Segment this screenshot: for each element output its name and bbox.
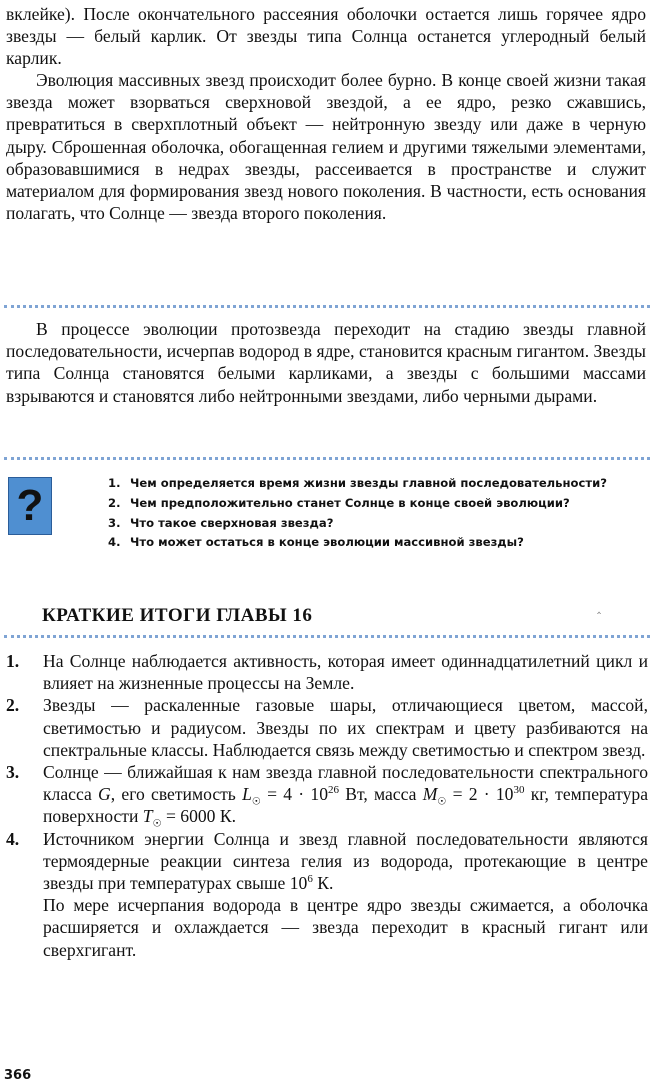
question-item bbox=[108, 533, 648, 553]
sun-subscript: ☉ bbox=[251, 796, 261, 808]
summary-text bbox=[43, 761, 648, 828]
summary-number: 1. bbox=[6, 651, 20, 671]
summary-number: 3. bbox=[6, 762, 20, 783]
summary-item bbox=[6, 694, 648, 761]
question-text: Чем определяется время жизни звезды главной последовательности? bbox=[130, 476, 607, 490]
summary-text bbox=[43, 828, 648, 961]
question-number: 1. bbox=[108, 476, 121, 490]
paragraph-white-dwarf: вклейке). После окончательного рассеяния оболочки остается лишь горячее ядро звезды — белый карлик. От звезды типа Солнца останется углеродный белый карлик. bbox=[6, 4, 646, 69]
sun-subscript: ☉ bbox=[152, 818, 162, 830]
summary-text: На Солнце наблюдается активность, которая имеет одиннадцатилетний цикл и влияет на жизненные процессы на Земле. bbox=[43, 651, 648, 694]
text-run: Вт, масса bbox=[339, 784, 423, 805]
question-mark-glyph: ? bbox=[16, 481, 44, 530]
summary-box-content: В процессе эволюции протозвезда переходит на стадию звезды главной последовательности, исчерпав водород в ядре, становится красным гигантом. Звезды типа Солнца становятся белыми карликами, а звезды с большими массами взрываются и становятся либо нейтронными звездами, либо черными дырами. bbox=[6, 319, 646, 406]
summary-box-text bbox=[6, 318, 646, 407]
question-item bbox=[108, 494, 648, 514]
question-text: Чем предположительно станет Солнце в конце своей эволюции? bbox=[130, 495, 570, 510]
question-number: 3. bbox=[108, 515, 121, 530]
text-run: Источником энергии Солнца и звезд главной последовательности являются термоядерные реакции синтеза гелия из водорода, протекающие в центре звезды при температурах свыше 10 bbox=[43, 828, 648, 894]
text-run: = 4 · 10 bbox=[260, 784, 328, 805]
summary-number: 2. bbox=[6, 695, 20, 716]
exponent: 6 bbox=[307, 873, 313, 886]
text-run: Солнце — ближайшая к нам звезда главной последовательности спектрального класса bbox=[43, 762, 648, 805]
summary-item bbox=[6, 650, 648, 694]
divider-top bbox=[4, 305, 650, 308]
chapter-summary-list bbox=[6, 650, 648, 961]
summary-number: 4. bbox=[6, 828, 20, 849]
page-number: 366 bbox=[4, 1068, 32, 1083]
luminosity-symbol: L bbox=[242, 784, 252, 805]
text-run: = 6000 К. bbox=[161, 806, 236, 827]
question-text: Что может остаться в конце эволюции массивной звезды? bbox=[130, 535, 524, 550]
question-mark-icon bbox=[8, 477, 52, 535]
chapter-summary-heading: КРАТКИЕ ИТОГИ ГЛАВЫ 16 bbox=[42, 605, 313, 626]
mass-symbol: M bbox=[422, 784, 438, 805]
text-run: По мере исчерпания водорода в центре ядро звезды сжимается, а оболочка расширяется и охлаждается — звезда переходит в красный гигант или сверхгигант. bbox=[43, 895, 648, 960]
spectral-class: G bbox=[98, 784, 111, 805]
scan-mark: ‸ bbox=[597, 600, 602, 614]
paragraph-massive-stars bbox=[6, 69, 646, 224]
question-text: Что такое сверхновая звезда? bbox=[130, 515, 334, 530]
question-number: 4. bbox=[108, 535, 121, 550]
summary-item bbox=[6, 761, 648, 828]
summary-text: Звезды — раскаленные газовые шары, отличающиеся цветом, массой, светимостью и радиусом. Звезды по их спектрам и цвету разбиваются на спектральные классы. Наблюдается связь между светимостью и спектром звезд. bbox=[43, 695, 648, 760]
text-run: кг, температура поверхности bbox=[43, 784, 649, 827]
text-run: , его светимость bbox=[110, 784, 243, 805]
review-questions bbox=[108, 474, 648, 553]
divider-summary bbox=[4, 635, 650, 638]
paragraph-massive-stars-text: Эволюция массивных звезд происходит более бурно. В конце своей жизни такая звезда может взорваться сверхновой звездой, а ее ядро, резко сжавшись, превратиться в сверхплотный объект — нейтронную звезду или даже в черную дыру. Сброшенная оболочка, обогащенная гелием и другими тяжелыми элементами, образовавшимися в недрах звезды, рассеивается в пространстве и служит материалом для формирования звезд нового поколения. В частности, есть основания полагать, что Солнце — звезда второго поколения. bbox=[6, 70, 646, 224]
text-run: К. bbox=[312, 873, 334, 894]
question-item bbox=[108, 474, 648, 494]
text-run: = 2 · 10 bbox=[446, 784, 514, 805]
sun-subscript: ☉ bbox=[437, 796, 447, 808]
exponent: 26 bbox=[328, 784, 339, 797]
divider-middle bbox=[4, 457, 650, 460]
question-item bbox=[108, 514, 648, 534]
temperature-symbol: T bbox=[142, 806, 153, 827]
exponent: 30 bbox=[513, 784, 525, 797]
question-number: 2. bbox=[108, 495, 121, 510]
summary-item bbox=[6, 828, 648, 961]
